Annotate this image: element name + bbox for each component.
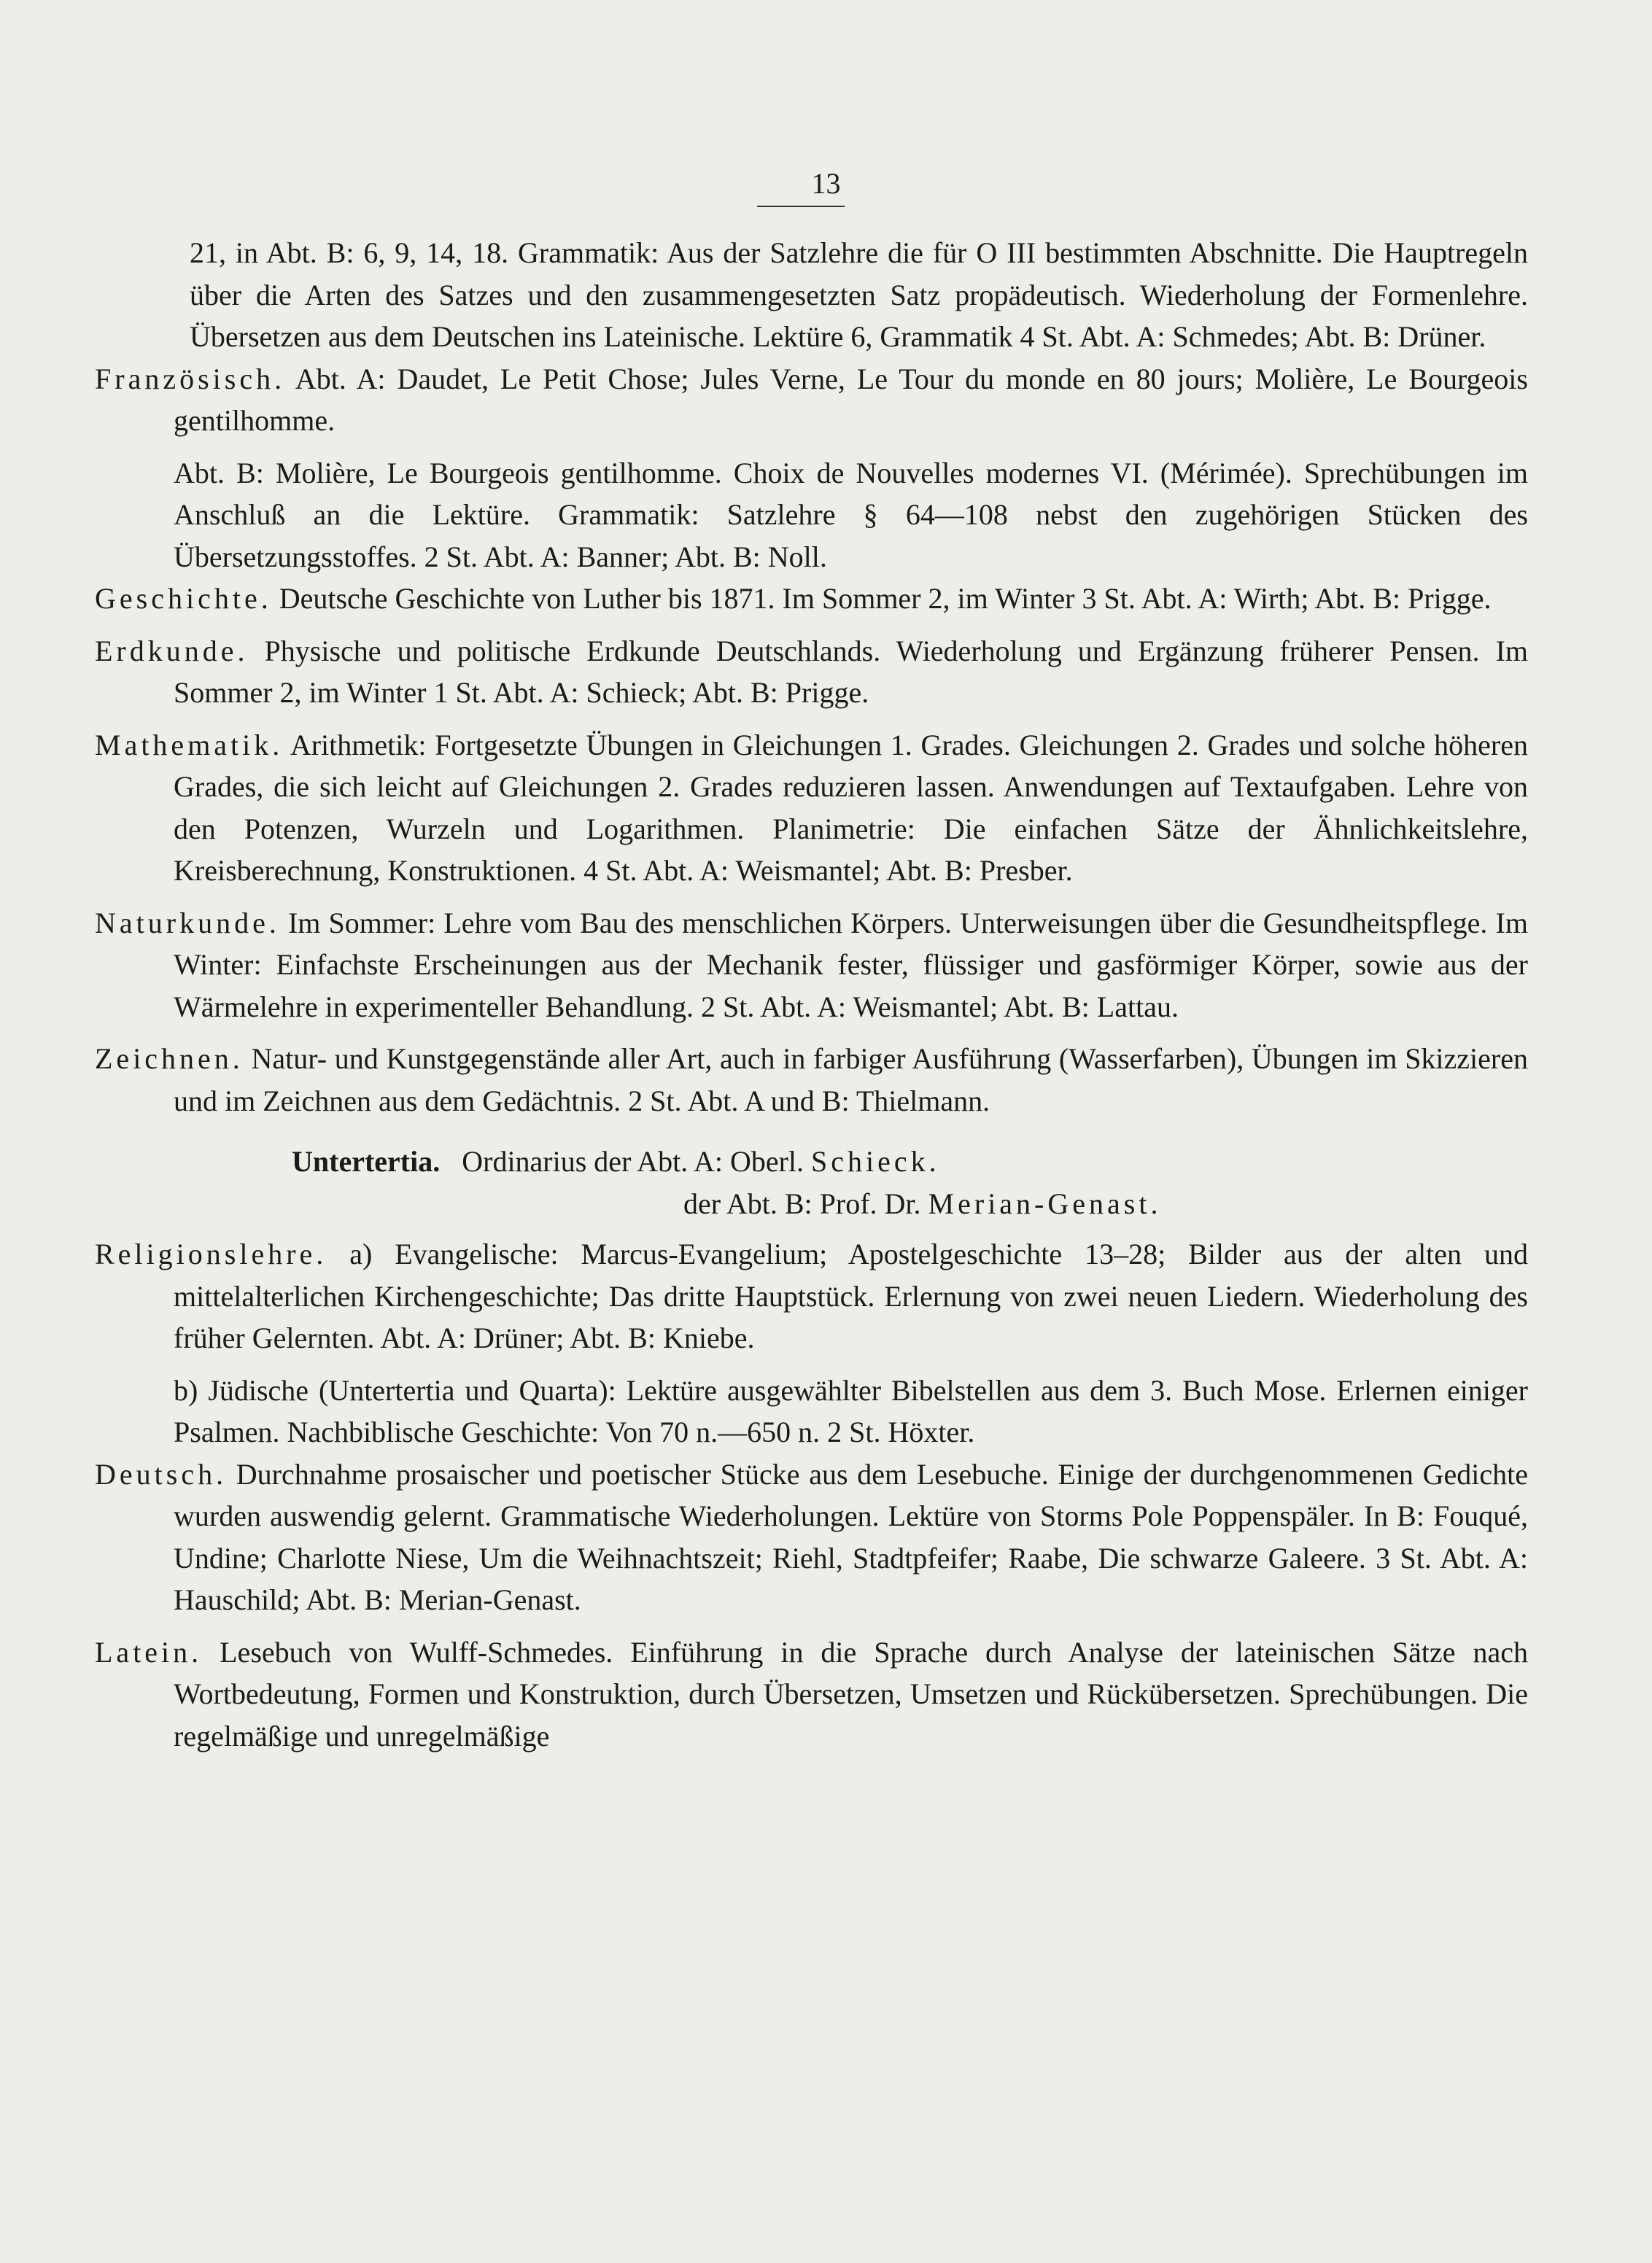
page-number-rule — [757, 206, 845, 207]
paragraph-text-deutsch: Durchnahme prosaischer und poetischer Stücke aus dem Lesebuche. Einige der durchgenommenen Gedichte wurden auswendig gelernt. Grammatische Wiederholungen. Lektüre von Storms Pole Poppenspäler. In B: Fouqué, Undine; Charlotte Niese, Um die Weihnachtszeit; Riehl, Stadtpfeifer; Raabe, Die schwarze Galeere. 3 St. Abt. A: Hauschild; Abt. B: Merian-Genast. — [174, 1457, 1528, 1616]
subject-heading-religionslehre: Religionslehre. — [95, 1238, 327, 1270]
section-title: Untertertia. — [292, 1145, 441, 1178]
paragraph-geschichte — [95, 578, 1528, 620]
paragraph-text-zeichnen: Natur- und Kunstgegenstände aller Art, auch in farbiger Ausführung (Wasserfarben), Übungen im Skizzieren und im Zeichnen aus dem Gedächtnis. 2 St. Abt. A und B: Thielmann. — [174, 1042, 1528, 1117]
paragraph-text-religionslehre: a) Evangelische: Marcus-Evangelium; Apostelgeschichte 13–28; Bilder aus der alten und mittelalterlichen Kirchengeschichte; Das dritte Hauptstück. Erlernung von zwei neuen Liedern. Wiederholung des früher Gelernten. Abt. A: Drüner; Abt. B: Kniebe. — [174, 1238, 1528, 1354]
paragraph-franzoesisch-b — [95, 452, 1528, 578]
paragraph-naturkunde — [95, 902, 1528, 1028]
paragraph-text-intro: 21, in Abt. B: 6, 9, 14, 18. Grammatik: Aus der Satzlehre die für O III bestimmten Abschnitte. Die Hauptregeln über die Arten des Satzes und den zusammengesetzten Satz propädeutisch. Wiederholung der Formenlehre. Übersetzen aus dem Deutschen ins Lateinische. Lektüre 6, Grammatik 4 St. Abt. A: Schmedes; Abt. B: Drüner. — [190, 236, 1528, 353]
subject-heading-mathematik: Mathematik. — [95, 728, 284, 761]
subject-heading-naturkunde: Naturkunde. — [95, 906, 280, 939]
paragraph-mathematik — [95, 724, 1528, 892]
syllabus-block-untertertia — [95, 1233, 1528, 1757]
paragraph-intro — [95, 232, 1528, 358]
paragraph-text-franzoesisch: Abt. A: Daudet, Le Petit Chose; Jules Verne, Le Tour du monde en 80 jours; Molière, Le Bourgeois gentilhomme. — [174, 362, 1528, 437]
paragraph-text-mathematik: Arithmetik: Fortgesetzte Übungen in Gleichungen 1. Grades. Gleichungen 2. Grades und solche höheren Grades, die sich leicht auf Gleichungen 2. Grades reduzieren lassen. Anwendungen auf Textaufgaben. Lehre von den Potenzen, Wurzeln und Logarithmen. Planimetrie: Die einfachen Sätze der Ähnlichkeitslehre, Kreisberechnung, Konstruktionen. 4 St. Abt. A: Weismantel; Abt. B: Presber. — [174, 728, 1528, 887]
subject-heading-latein: Latein. — [95, 1635, 203, 1669]
ordinarius-a-label: Ordinarius der Abt. A: Oberl. — [462, 1145, 812, 1178]
subject-heading-erdkunde: Erdkunde. — [95, 634, 249, 667]
paragraph-text-naturkunde: Im Sommer: Lehre vom Bau des menschlichen Körpers. Unterweisungen über die Gesundheitspflege. Im Winter: Einfachste Erscheinungen aus der Mechanik fester, flüssiger und gasförmiger Körper, sowie aus der Wärmelehre in experimenteller Behandlung. 2 St. Abt. A: Weismantel; Abt. B: Lattau. — [174, 906, 1528, 1023]
subject-heading-zeichnen: Zeichnen. — [95, 1042, 244, 1075]
paragraph-deutsch — [95, 1453, 1528, 1621]
subject-heading-geschichte: Geschichte. — [95, 582, 272, 615]
ordinarius-a-name: Schieck. — [811, 1145, 940, 1178]
paragraph-text-erdkunde: Physische und politische Erdkunde Deutschlands. Wiederholung und Ergänzung früherer Pensen. Im Sommer 2, im Winter 1 St. Abt. A: Schieck; Abt. B: Prigge. — [174, 634, 1528, 709]
paragraph-franzoesisch — [95, 358, 1528, 442]
section-heading — [292, 1141, 1528, 1224]
paragraph-text-franzoesisch-b: Abt. B: Molière, Le Bourgeois gentilhomme. Choix de Nouvelles modernes VI. (Mérimée). Sprechübungen im Anschluß an die Lektüre. Grammatik: Satzlehre § 64—108 nebst den zugehörigen Stücken des Übersetzungsstoffes. 2 St. Abt. A: Banner; Abt. B: Noll. — [174, 456, 1528, 573]
paragraph-text-latein: Lesebuch von Wulff-Schmedes. Einführung in die Sprache durch Analyse der lateinischen Sätze nach Wortbedeutung, Formen und Konstruktion, durch Übersetzen, Umsetzen und Rückübersetzen. Sprechübungen. Die regelmäßige und unregelmäßige — [174, 1635, 1528, 1752]
syllabus-block-obertertia — [95, 232, 1528, 1122]
section-heading-line-1 — [292, 1141, 1528, 1183]
subject-heading-deutsch: Deutsch. — [95, 1457, 228, 1491]
page-content — [95, 232, 1528, 1767]
paragraph-zeichnen — [95, 1038, 1528, 1122]
ordinarius-b-label: der Abt. B: Prof. Dr. — [683, 1187, 928, 1220]
section-heading-line-2 — [292, 1183, 1528, 1225]
paragraph-text-geschichte: Deutsche Geschichte von Luther bis 1871. Im Sommer 2, im Winter 3 St. Abt. A: Wirth; Abt. B: Prigge. — [271, 582, 1492, 615]
paragraph-religionslehre — [95, 1233, 1528, 1359]
paragraph-erdkunde — [95, 630, 1528, 714]
page-number: 13 — [811, 167, 841, 200]
paragraph-text-religionslehre-b: b) Jüdische (Untertertia und Quarta): Lektüre ausgewählter Bibelstellen aus dem 3. Buch Mose. Erlernen einiger Psalmen. Nachbiblische Geschichte: Von 70 n.—650 n. 2 St. Höxter. — [174, 1373, 1528, 1448]
paragraph-latein — [95, 1631, 1528, 1758]
ordinarius-b-name: Merian-Genast. — [928, 1187, 1162, 1220]
paragraph-religionslehre-b — [95, 1370, 1528, 1453]
subject-heading-franzoesisch: Französisch. — [95, 362, 286, 395]
